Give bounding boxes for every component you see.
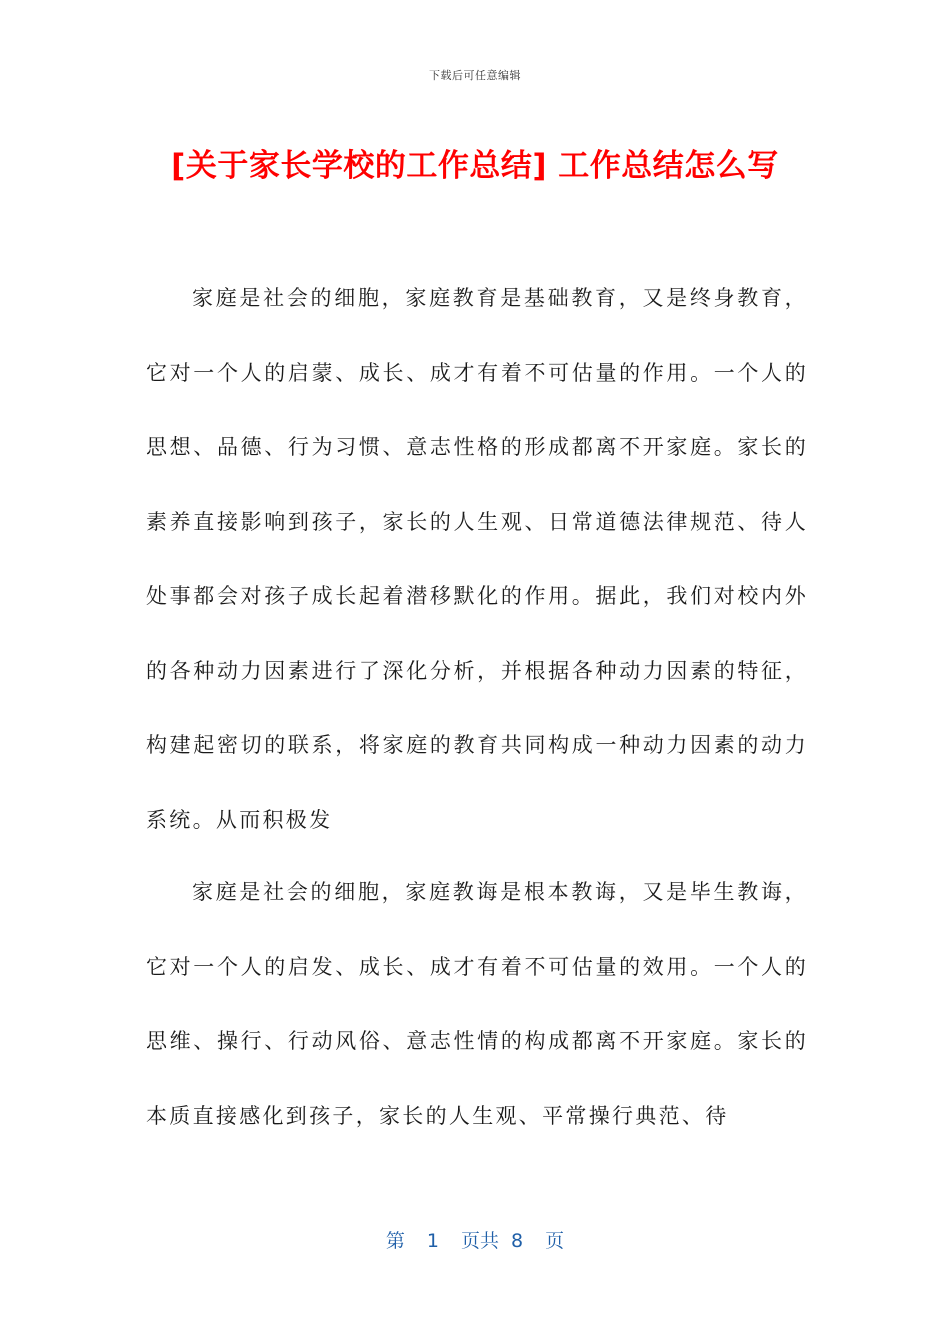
page-title: [关于家长学校的工作总结] 工作总结怎么写 [171,148,779,184]
footer-page-prefix: 第 [385,1230,405,1252]
footer-total-pages: 8 [511,1230,524,1252]
footer-page-suffix: 页 [545,1230,565,1252]
page-footer [0,1226,950,1253]
header-note: 下载后可任意编辑 [429,69,521,82]
footer-page-middle: 页共 [460,1230,499,1252]
body-paragraph-1: 家庭是社会的细胞，家庭教育是基础教育，又是终身教育，它对一个人的启蒙、成长、成才有着不可估量的作用。一个人的思想、品德、行为习惯、意志性格的形成都离不开家庭。家长的素养直接影响到孩子，家长的人生观、日常道德法律规范、待人处事都会对孩子成长起着潜移默化的作用。据此，我们对校内外的各种动力因素进行了深化分析，并根据各种动力因素的特征，构建起密切的联系，将家庭的教育共同构成一种动力因素的动力系统。从而积极发 [146,286,808,832]
footer-page-number: 1 [426,1230,439,1252]
body-paragraph-2: 家庭是社会的细胞，家庭教诲是根本教诲，又是毕生教诲，它对一个人的启发、成长、成才有着不可估量的效用。一个人的思维、操行、行动风俗、意志性情的构成都离不开家庭。家长的本质直接感化到孩子，家长的人生观、平常操行典范、待 [146,880,808,1128]
